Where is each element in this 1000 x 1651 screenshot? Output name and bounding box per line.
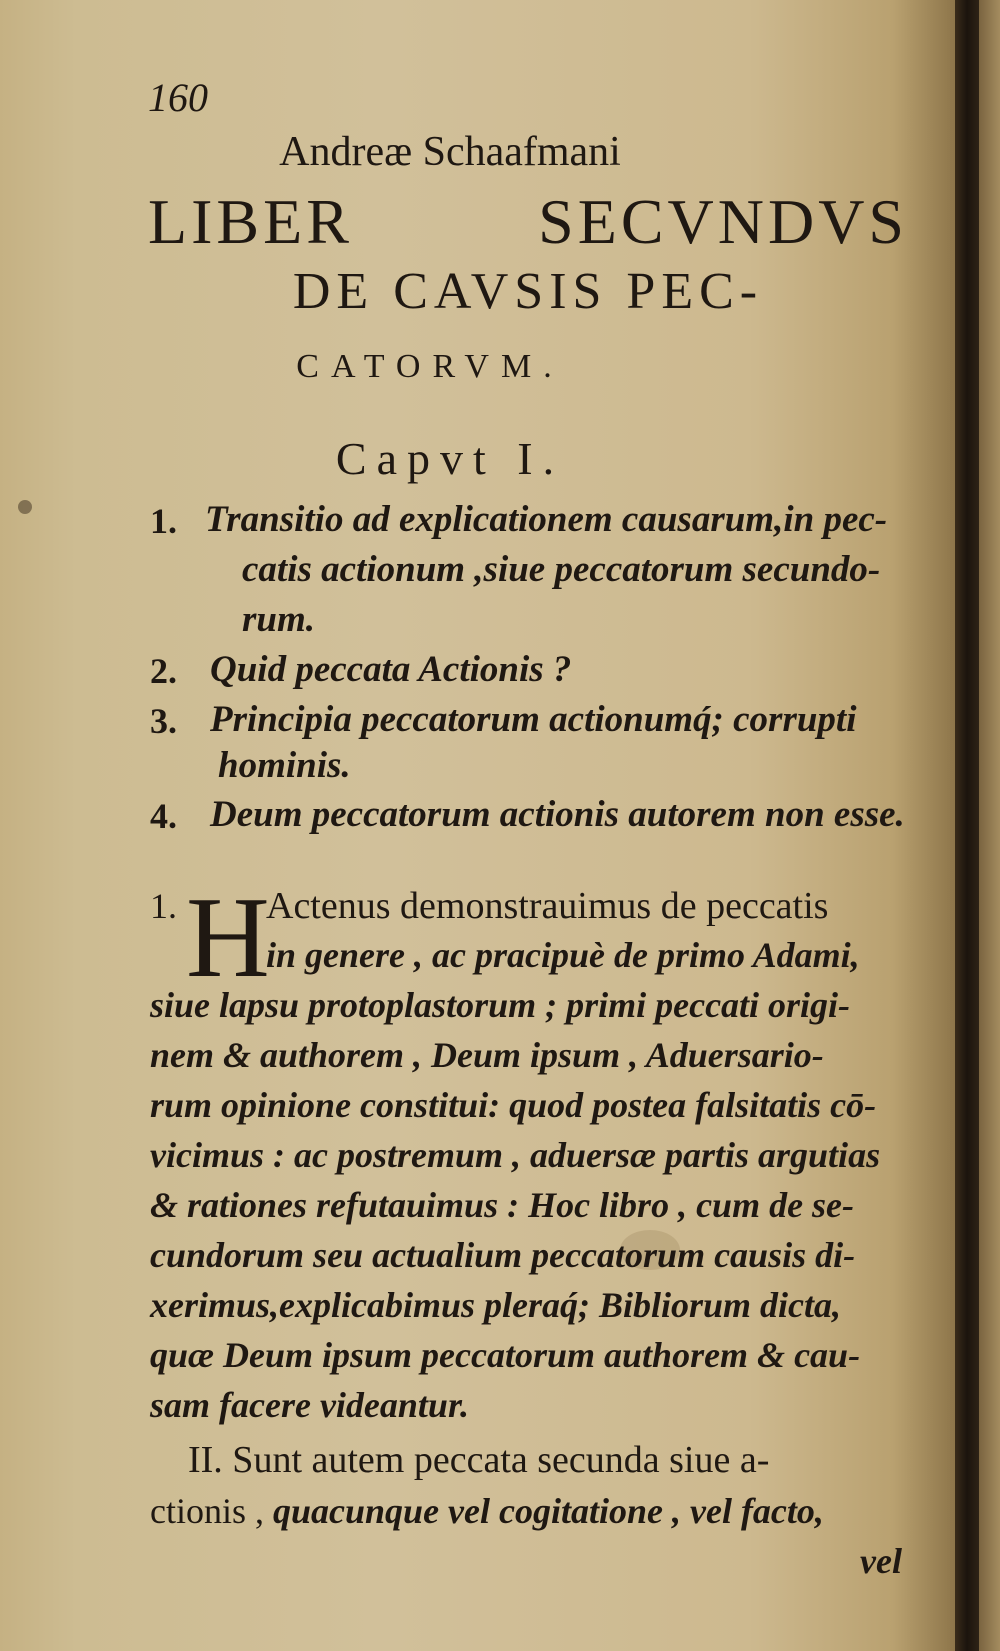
body-line: vicimus : ac postremum , aduersæ partis argutias [150,1135,881,1175]
body-line: Actenus demonstrauimus de peccatis [266,885,829,927]
summary-line: rum. [242,599,316,640]
body-line: siue lapsu protoplastorum ; primi peccati origi- [150,985,851,1025]
summary-line: hominis. [218,745,351,786]
catchword: vel [860,1541,902,1581]
summary-number: 3. [150,701,177,741]
body-line: quæ Deum ipsum peccatorum authorem & cau- [150,1335,861,1375]
summary-line: Transitio ad explicationem causarum,in pec- [205,499,888,540]
body-line [150,1490,824,1532]
summary-line: Quid peccata Actionis ? [210,649,572,690]
body-line: rum opinione constitui: quod postea falsitatis cō- [150,1085,877,1125]
summary-line: Deum peccatorum actionis autorem non esse. [210,794,905,835]
summary-line: Principia peccatorum actionumq́; corrupti [210,699,857,740]
next-page-edge [979,0,1000,1651]
body-line: in genere , ac pracipuè de primo Adami, [266,935,860,975]
summary-line: catis actionum ,siue peccatorum secundo- [242,549,881,590]
book-title-line-3: CATORVM. [296,348,564,385]
body-line: cundorum seu actualium peccatorum causis di- [150,1235,856,1275]
chapter-heading: Capvt I. [335,433,565,484]
summary-number: 1. [150,501,177,541]
book-title-line-2: DE CAVSIS PEC- [292,263,764,320]
page-number: 160 [148,75,208,120]
body-line: xerimus,explicabimus pleraq́; Bibliorum dicta, [150,1285,842,1325]
body-segment-roman: ctionis , [150,1491,264,1531]
body-segment-italic: quacunque vel cogitatione , vel facto, [264,1491,824,1531]
body-line: & rationes refutauimus : Hoc libro , cum de se- [150,1185,855,1225]
summary-number: 2. [150,651,177,691]
ink-spot [18,500,32,514]
body-line: nem & authorem , Deum ipsum , Aduersario- [150,1035,824,1075]
author-line: Andreæ Schaafmani [279,129,621,175]
paragraph-number: 1. [150,886,177,926]
summary-number: 4. [150,796,177,836]
body-line: sam facere videantur. [150,1385,469,1425]
body-line: II. Sunt autem peccata secunda siue a- [188,1439,770,1481]
drop-cap: H [186,874,270,1002]
book-title-line-1: LIBER SECVNDVS [148,186,908,257]
book-spine [955,0,979,1651]
